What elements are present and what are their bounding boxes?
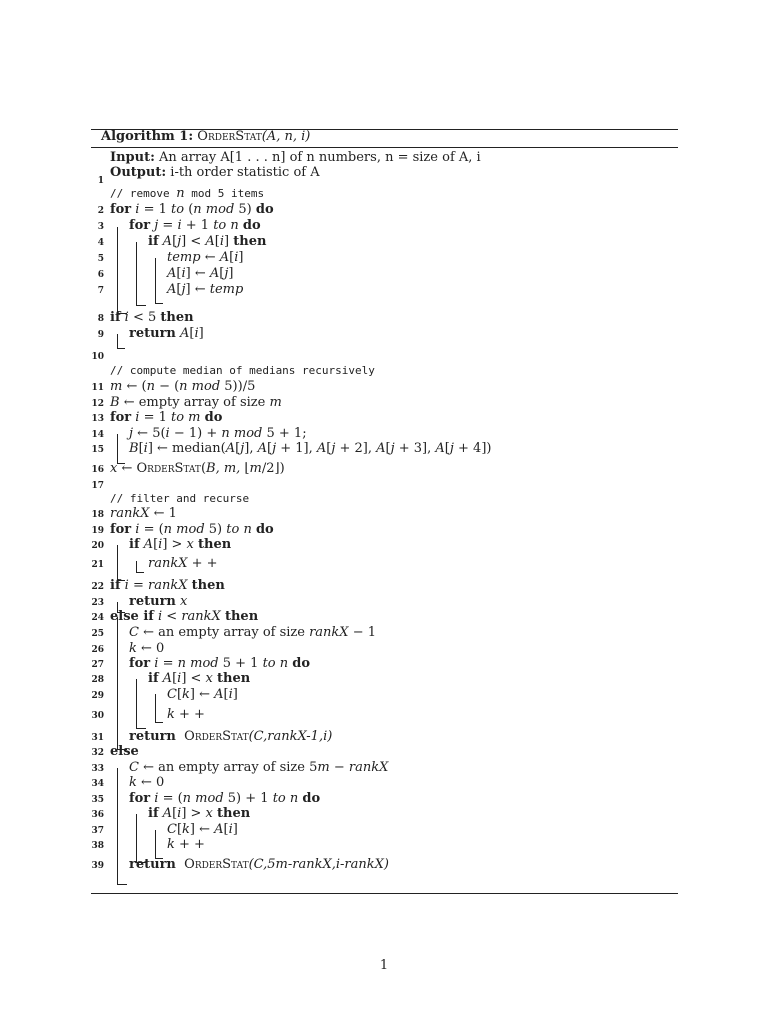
line-number: 5 (97, 254, 104, 264)
line-number: 1 (97, 176, 104, 186)
line-number: 36 (91, 810, 104, 820)
line-code: for i = n mod 5 + 1 to n do (129, 656, 311, 671)
block-bar-foot (136, 305, 146, 306)
line-code: // remove n mod 5 items (110, 186, 265, 201)
block-bar (155, 694, 156, 722)
line-number: 38 (91, 841, 104, 851)
line-code: if A[i] > x then (129, 537, 232, 552)
line-number: 30 (91, 711, 104, 721)
block-bar (117, 545, 118, 580)
block-bar-foot (117, 580, 125, 581)
line-code: B ← empty array of size m (110, 395, 282, 410)
block-bar-foot (117, 749, 127, 750)
caption-rule (91, 147, 678, 148)
input-label: Input: (110, 150, 155, 165)
line-code: return OrderStat(C,5m-rankX,i-rankX) (129, 857, 389, 872)
line-number: 22 (91, 582, 104, 592)
line-number: 3 (97, 222, 104, 232)
line-number: 9 (97, 330, 104, 340)
line-code: k ← 0 (129, 775, 165, 790)
bottom-rule (91, 893, 678, 894)
line-number: 7 (97, 286, 104, 296)
block-bar (117, 227, 118, 313)
line-number: 15 (91, 445, 104, 455)
block-bar (117, 617, 118, 749)
line-code: rankX + + (148, 556, 218, 571)
block-bar-foot (117, 884, 127, 885)
line-code: k + + (167, 707, 205, 722)
output-label: Output: (110, 165, 167, 180)
block-bar (155, 830, 156, 858)
line-code: else if i < rankX then (110, 609, 259, 624)
line-code: k + + (167, 837, 205, 852)
block-bar (136, 679, 137, 728)
block-bar (117, 768, 118, 884)
block-bar-foot (155, 303, 163, 304)
block-bar-foot (136, 728, 146, 729)
line-number: 31 (91, 733, 104, 743)
line-number: 12 (91, 399, 104, 409)
line-number: 23 (91, 598, 104, 608)
line-code: for i = 1 to (n mod 5) do (110, 202, 274, 217)
line-number: 4 (97, 238, 104, 248)
line-number: 33 (91, 764, 104, 774)
block-bar (136, 242, 137, 305)
line-number: 29 (91, 691, 104, 701)
line-number: 20 (91, 541, 104, 551)
block-bar-foot (136, 862, 146, 863)
line-number: 2 (97, 206, 104, 216)
caption-args: (A, n, i) (261, 129, 311, 144)
output-line (110, 165, 320, 180)
line-code: C ← an empty array of size 5m − rankX (129, 760, 389, 775)
caption-name: OrderStat (197, 129, 262, 144)
block-bar-foot (155, 858, 163, 859)
line-number: 27 (91, 660, 104, 670)
block-bar-foot (136, 572, 144, 573)
input-text: An array A[1 . . . n] of n numbers, n = size of A, i (159, 150, 481, 165)
line-code: k ← 0 (129, 641, 165, 656)
line-number: 18 (91, 510, 104, 520)
line-code: return A[i] (129, 326, 204, 341)
line-number: 21 (91, 560, 104, 570)
block-bar-foot (117, 348, 125, 349)
block-bar-foot (117, 313, 127, 314)
caption-label: Algorithm 1: (101, 129, 194, 144)
line-code: if i < 5 then (110, 310, 194, 325)
line-code: if A[i] > x then (148, 806, 251, 821)
output-text: i-th order statistic of A (170, 165, 320, 180)
line-number: 39 (91, 861, 104, 871)
line-number: 25 (91, 629, 104, 639)
line-number: 26 (91, 645, 104, 655)
line-code: A[j] ← temp (167, 282, 244, 297)
line-number: 24 (91, 613, 104, 623)
line-code: m ← (n − (n mod 5))/5 (110, 379, 256, 394)
line-number: 37 (91, 826, 104, 836)
block-bar (155, 258, 156, 303)
line-code: temp ← A[i] (167, 250, 244, 265)
input-line (110, 150, 481, 165)
line-code: for i = (n mod 5) to n do (110, 522, 274, 537)
line-code: if A[j] < A[i] then (148, 234, 267, 249)
block-bar (136, 561, 137, 572)
line-number: 35 (91, 795, 104, 805)
line-code: x ← OrderStat(B, m, ⌊m/2⌋) (110, 461, 285, 476)
line-code: return OrderStat(C,rankX-1,i) (129, 729, 333, 744)
line-number: 14 (91, 430, 104, 440)
line-number: 28 (91, 675, 104, 685)
line-code: rankX ← 1 (110, 506, 177, 521)
block-bar-foot (117, 612, 125, 613)
block-bar-foot (117, 463, 125, 464)
block-bar (117, 434, 118, 463)
line-code: j ← 5(i − 1) + n mod 5 + 1; (129, 426, 307, 441)
line-code: else (110, 744, 139, 759)
line-code: for j = i + 1 to n do (129, 218, 261, 233)
line-code: for i = (n mod 5) + 1 to n do (129, 791, 321, 806)
line-number: 17 (91, 481, 104, 491)
line-code: if i = rankX then (110, 578, 225, 593)
line-number: 16 (91, 465, 104, 475)
block-bar-foot (155, 722, 163, 723)
line-code: if A[i] < x then (148, 671, 251, 686)
line-code: return x (129, 594, 188, 609)
block-bar (117, 334, 118, 348)
block-bar (117, 602, 118, 612)
line-number: 19 (91, 526, 104, 536)
line-number: 34 (91, 779, 104, 789)
line-code: C ← an empty array of size rankX − 1 (129, 625, 377, 640)
line-code: // compute median of medians recursively (110, 364, 375, 377)
line-number: 32 (91, 748, 104, 758)
line-code: // filter and recurse (110, 492, 250, 505)
line-code: A[i] ← A[j] (167, 266, 234, 281)
line-number: 10 (91, 352, 104, 362)
page-number: 1 (379, 958, 389, 973)
line-code: C[k] ← A[i] (167, 822, 238, 837)
line-code: B[i] ← median(A[j], A[j + 1], A[j + 2], A[j + 3], A[j + 4]) (129, 441, 492, 456)
algorithm-caption (101, 129, 310, 145)
line-number: 6 (97, 270, 104, 280)
line-code: C[k] ← A[i] (167, 687, 238, 702)
line-number: 11 (91, 383, 104, 393)
block-bar (136, 814, 137, 862)
line-code: for i = 1 to m do (110, 410, 223, 425)
line-number: 8 (97, 314, 104, 324)
line-number: 13 (91, 414, 104, 424)
